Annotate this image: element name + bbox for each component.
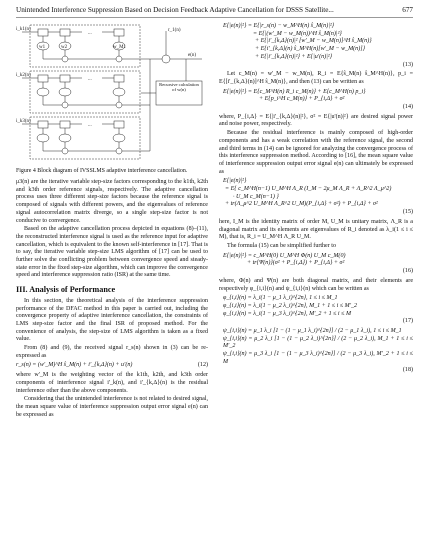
diagram-input-k2: i_k2(n) <box>16 73 31 78</box>
equation-15-line: + tr(Λ_μ^2 U_M^H Λ_R^2 U_M)(P_{i,Δ} + σ²) + P_{i,Δ} + σ² <box>225 201 378 208</box>
diagram-weight-2: w2 <box>61 45 68 50</box>
diagram-input-k1: i_k1(n) <box>16 27 31 32</box>
equation-13-line: E{|e(n)|²} = E{|r_s(n) − w_M^H(n) ŝ_M(n)|²} <box>223 23 335 29</box>
diagram-dots-2: ... <box>88 77 92 82</box>
left-paragraph-2: Based on the adaptive cancellation process depicted in equations (8)–(11), the reconstructed interference signal is used as the reference input for adaptive cancellation, which is equivalent to the known self-interference in [17]. That is to say, the iterative variable step-size LMS algorithm of [17] can be used to further solve the conflicting problem between convergence speed and steady-state error in the fixed step-size algorithm, which can improve the convergence speed and interference suppression ratio (ISR) at the same time. <box>16 226 208 279</box>
equation-14-tag: (14) <box>402 104 413 111</box>
equation-14 <box>219 89 413 112</box>
page-number: 677 <box>402 6 413 14</box>
diagram-dots-3: ... <box>88 123 92 128</box>
block-diagram-svg <box>16 21 208 163</box>
equation-12-body: r_s(n) = (w'_M)^H ŝ_M(n) + i'_{k,Δ}(n) + u'(n) <box>16 362 133 369</box>
right-paragraph-1: Let c_M(n) = w'_M − w_M(n), R_i = E{ŝ_M(n) ŝ_M^H(n)}, p_i = E{[i'_{k,Δ}(n)]^H ŝ_M(n)}, and then (13) can be written as <box>219 71 413 85</box>
equation-13-line: + E{i'_{k,Δ}(n) ŝ_M^H(n)[w'_M − w_M(n)]} <box>255 46 365 53</box>
right-paragraph-4: here, I_M is the identity matrix of order M, U_M is unitary matrix, Λ_R is a diagonal matrix and its elements are eigenvalues of R_i denoted as λ_i(1 ≤ i ≤ M), that is, R_i = U_M^H Λ_R U_M. <box>219 218 413 241</box>
equation-13-line: + E{|i'_{k,Δ}(n)|²} + E{|u'(n)|²} <box>255 53 333 60</box>
diagram-recursive-block: Recursive calculation of w(n) <box>159 82 199 93</box>
diagram-e-signal: e(n) <box>188 53 197 58</box>
left-paragraph-4: From (8) and (9), the received signal r_s(n) shown in (3) can be re-expressed as <box>16 345 208 359</box>
figure-caption: Figure 4 Block diagram of IVSSLMS adaptive interference cancellation. <box>16 168 188 174</box>
equation-18 <box>219 328 413 374</box>
equation-12 <box>16 362 208 370</box>
equation-16-line: E{|e(n)|²} = c_M^H(0) U_M^H Φ(n) U_M c_M(0) <box>223 252 346 259</box>
diagram-weight-m: w_M1 <box>113 45 127 50</box>
equation-17-tag: (17) <box>402 318 413 325</box>
equation-15 <box>219 178 413 217</box>
block-diagram-figure <box>16 21 208 163</box>
left-column <box>16 21 208 420</box>
equation-14-line: + E{p_i^H c_M(n)} + P_{i,Δ} + σ² <box>259 96 345 103</box>
right-paragraph-5: The formula (15) can be simplified further to <box>227 242 336 249</box>
equation-18-tag: (18) <box>402 366 413 373</box>
running-header <box>16 6 413 18</box>
equation-17 <box>219 295 413 326</box>
diagram-r-signal: r_1(n) <box>168 28 181 33</box>
equation-17-line: φ_{i,i}(n) = λ_i(1 − μ_3 λ_i)^{2n}, M'_2 + 1 ≤ i ≤ M <box>223 310 351 317</box>
equation-15-line: = E{ c_M^H(n−1) U_M^H Λ_R (I_M − 2μ_M Λ_R + Λ_R^2 Λ_μ^2) <box>225 186 392 193</box>
equation-14-line: E{|e(n)|²} = E{c_M^H(n) R_i c_M(n)} + E{c_M^H(n) p_i} <box>223 88 366 95</box>
right-paragraph-3: Because the residual interference is mainly composed of high-order components and has a weak correlation with the reference signal, the second and third terms in (14) can be ignored for analyzing the convergence process of this interference suppression method. According to [16], the mean square value of interference suppression output error signal e(n) can ultimately be expressed as <box>219 130 413 175</box>
right-paragraph-2: where, P_{i,Δ} = E{|i'_{k,Δ}(n)|²}, σ² = E{|u'(n)|²} are desired signal power and noise power, respectively. <box>219 113 413 128</box>
equation-17-line: φ_{i,i}(n) = λ_i(1 − μ_1 λ_i)^{2n}, 1 ≤ i ≤ M_1 <box>223 295 338 302</box>
equation-18-line: ψ_{i,i}(n) = μ_1 λ_i [1 − (1 − μ_1 λ_i)^{2n}] / (2 − μ_1 λ_i), 1 ≤ i ≤ M_1 <box>223 328 402 335</box>
left-paragraph-1: μ3(n) are the iterative variable step-size factors corresponding to the k1th, k2th and k3th order reference signals, respectively. The adaptive cancellation process uses three different step-size factors because the reference signal is composed of signals with different powers, and the eigenvalues of reference signal autocorrelation matrix diverge, so a single step-size factor is not conducive to convergence. <box>16 179 208 224</box>
diagram-weight-1: w1 <box>39 45 46 50</box>
left-paragraph-3: In this section, the theoretical analysis of the interference suppression performance of the DFAC method in this paper is carried out, including the convergence property of adaptive interference cancellation, the constraints of LMS step-size factor and the final ISR of proposed method. For the convenience of analysis, the step-size of LMS algorithm is taken as a fixed value. <box>16 297 208 343</box>
right-column <box>219 21 413 376</box>
equation-12-tag: (12) <box>197 362 208 369</box>
equation-15-line: · U_M c_M(n−1) } <box>233 193 279 200</box>
running-title: Unintended Interference Suppression Based on Decision Feedback Adaptive Cancellation for DSSS Satellite... <box>16 6 334 14</box>
equation-16-tag: (16) <box>402 268 413 275</box>
equation-13-line: = E{|(w'_M − w_M(n))^H ŝ_M(n)|²} <box>253 30 342 37</box>
diagram-dots: ... <box>88 31 92 36</box>
left-paragraph-6: Considering that the unintended interference is not related to desired signal, the mean square value of interference suppression output error signal e(n) can be expressed as <box>16 396 208 418</box>
section-heading: III. Analysis of Performance <box>16 285 116 295</box>
equation-15-line: E{|e(n)|²} <box>223 178 247 185</box>
equation-13 <box>219 23 413 69</box>
equation-15-tag: (15) <box>402 209 413 216</box>
equation-18-line: ψ_{i,i}(n) = μ_3 λ_i [1 − (1 − μ_3 λ_i)^{2n}] / (2 − μ_3 λ_i), M'_2 + 1 ≤ i ≤ M <box>223 351 413 365</box>
equation-16 <box>219 253 413 276</box>
equation-16-line: + tr{Ψ(n)}(σ² + P_{i,Δ}) + P_{i,Δ} + σ² <box>247 260 345 267</box>
equation-13-line: + E{|i'_{k,Δ}(n)|² [w'_M − w_M(n)]^H ŝ_M(n)} <box>255 38 372 45</box>
equation-17-line: φ_{i,i}(n) = λ_i(1 − μ_2 λ_i)^{2n}, M_1 + 1 ≤ i ≤ M'_2 <box>223 302 358 309</box>
right-paragraph-6: where, Φ(n) and Ψ(n) are both diagonal matrix, and their elements are respectively φ_{i,i}(n) and ψ_{i,i}(n) which can be written as <box>219 277 413 292</box>
equation-18-line: ψ_{i,i}(n) = μ_2 λ_i [1 − (1 − μ_2 λ_i)^{2n}] / (2 − μ_2 λ_i), M_1 + 1 ≤ i ≤ M'_2 <box>223 335 413 350</box>
left-paragraph-5: where w'_M is the weighting vector of the k1th, k2th, and k3th order components of interference signal i'_k(n), and i'_{k,Δ}(n) is the residual interference other than the above components. <box>16 372 208 394</box>
equation-13-tag: (13) <box>402 61 413 68</box>
diagram-input-k3: i_k3(n) <box>16 119 31 124</box>
